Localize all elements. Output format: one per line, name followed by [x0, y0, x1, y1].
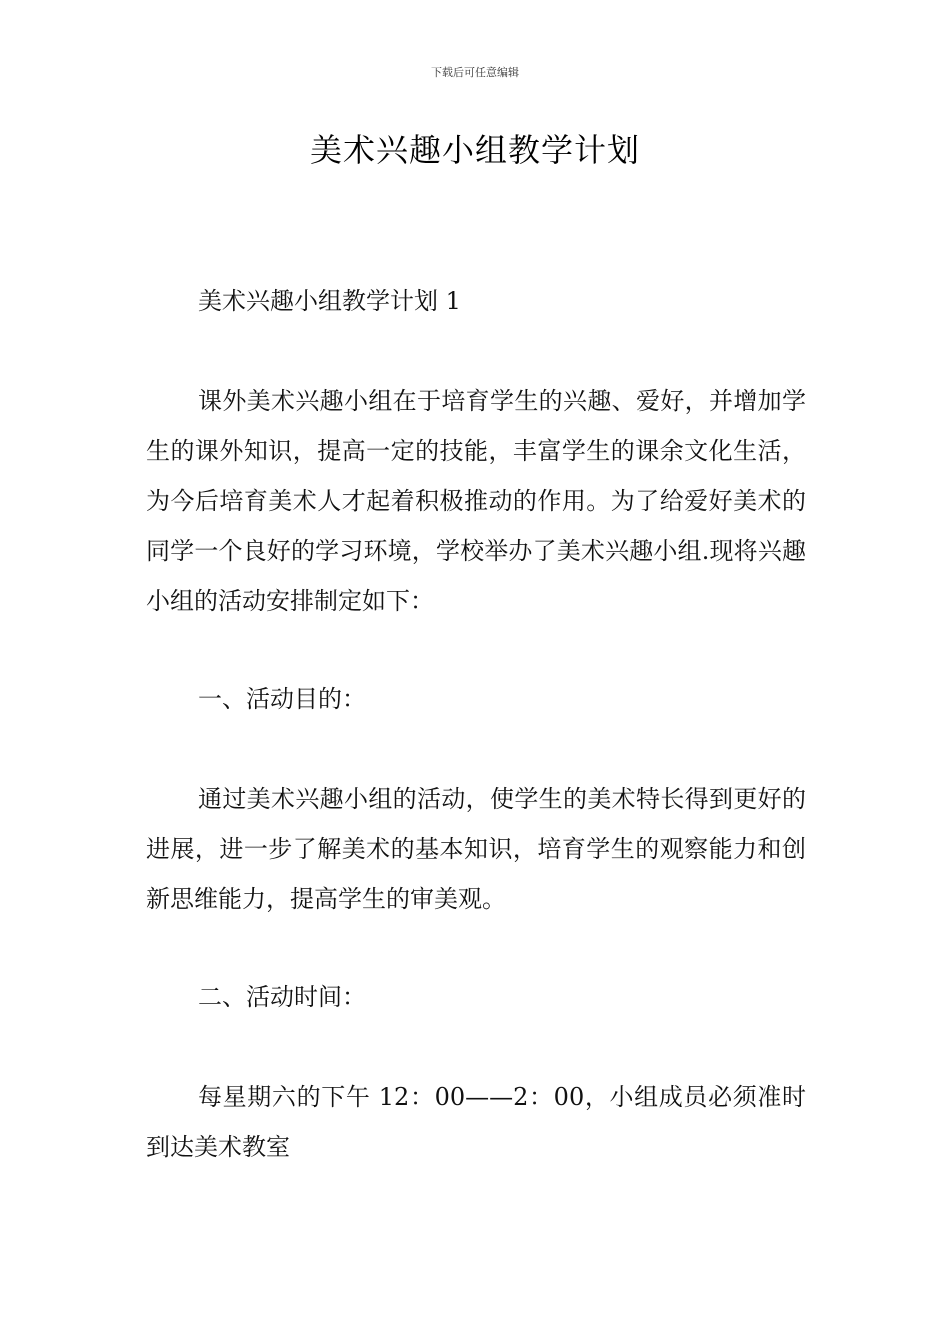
purpose-paragraph: 通过美术兴趣小组的活动，使学生的美术特长得到更好的进展，进一步了解美术的基本知识，培育学生的观察能力和创新思维能力，提高学生的审美观。: [146, 785, 806, 913]
document-title: 美术兴趣小组教学计划: [309, 131, 640, 169]
intro-paragraph: 课外美术兴趣小组在于培育学生的兴趣、爱好，并增加学生的课外知识，提高一定的技能，丰富学生的课余文化生活，为今后培育美术人才起着积极推动的作用。为了给爱好美术的同学一个良好的学习环境，学校举办了美术兴趣小组.现将兴趣小组的活动安排制定如下：: [146, 387, 806, 615]
heading-time: 二、活动时间：: [198, 983, 366, 1011]
section-subtitle: 美术兴趣小组教学计划 1: [198, 287, 461, 315]
header-note: 下载后可任意编辑: [431, 66, 519, 79]
time-paragraph: 每星期六的下午 12：00——2：00，小组成员必须准时到达美术教室: [146, 1083, 806, 1161]
heading-purpose: 一、活动目的：: [198, 685, 366, 713]
